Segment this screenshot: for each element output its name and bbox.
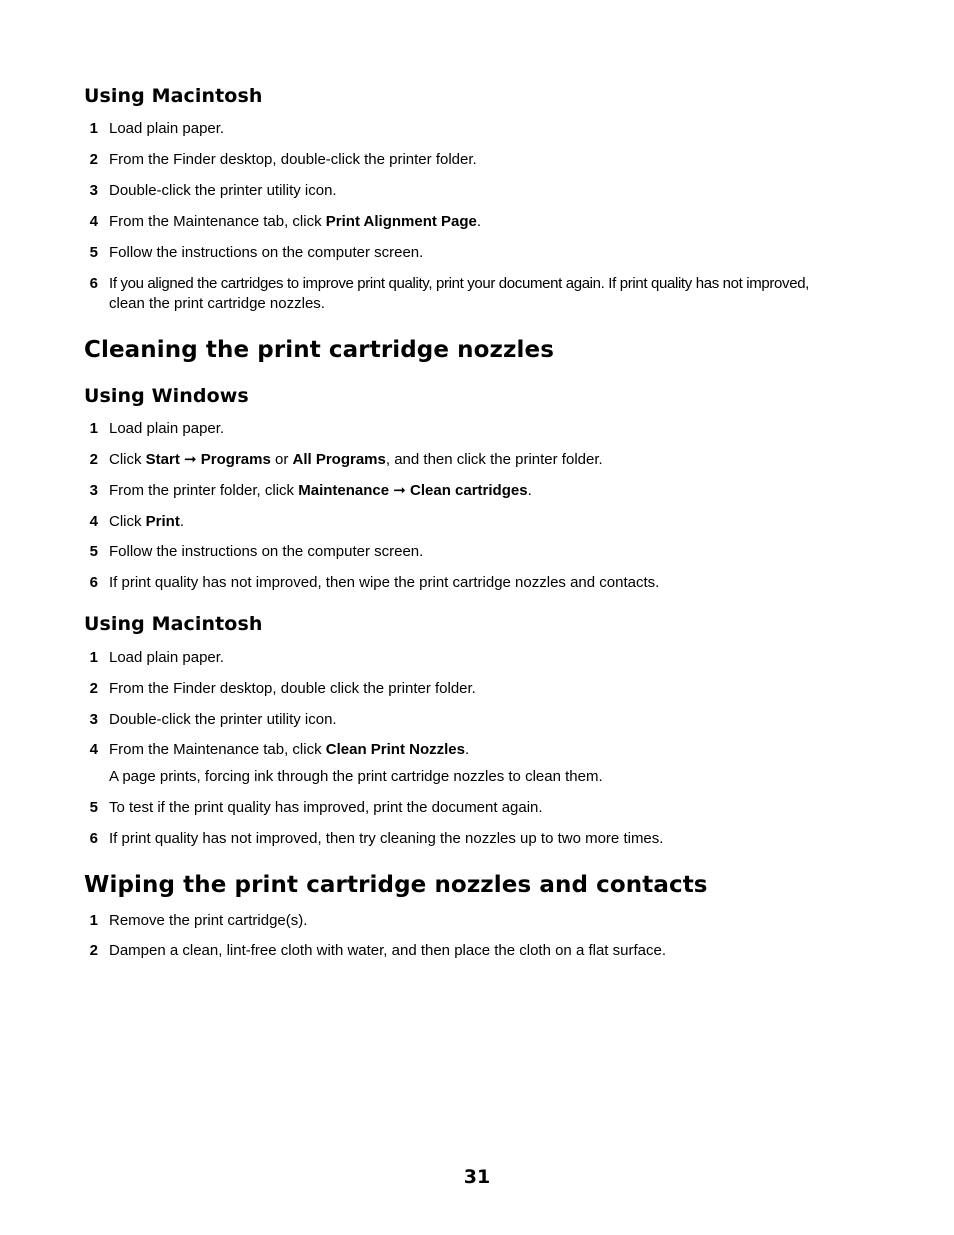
step-number: 4 xyxy=(89,741,98,758)
step-text: From the Finder desktop, double-click the printer folder. xyxy=(109,151,477,168)
step-text: Remove the print cartridge(s). xyxy=(109,912,308,929)
step-number: 2 xyxy=(89,451,98,468)
step-text-plain: . xyxy=(476,213,482,230)
ui-term: Programs xyxy=(200,451,271,468)
step-text xyxy=(109,512,879,532)
step-text-plain: Click xyxy=(109,513,146,530)
step-text-plain: . xyxy=(527,482,532,499)
step-number: 3 xyxy=(89,711,98,728)
step-number: 6 xyxy=(89,830,98,847)
ui-term: Maintenance xyxy=(298,482,390,499)
step-text xyxy=(109,274,879,314)
step-number: 1 xyxy=(89,420,98,437)
section-title-wiping-nozzles: Wiping the print cartridge nozzles and contacts xyxy=(84,872,708,898)
step-text: Follow the instructions on the computer screen. xyxy=(109,543,424,560)
step-number: 2 xyxy=(89,680,98,697)
ui-term: Print Alignment Page xyxy=(325,213,477,230)
ui-term: Clean cartridges xyxy=(410,482,528,499)
step-number: 5 xyxy=(89,799,98,816)
step-number: 4 xyxy=(89,213,98,230)
step-number: 1 xyxy=(89,649,98,666)
step-number: 2 xyxy=(89,942,98,959)
step-text-plain: . xyxy=(179,513,185,530)
step-text: If print quality has not improved, then wipe the print cartridge nozzles and contacts. xyxy=(109,574,660,591)
step-number: 3 xyxy=(89,182,98,199)
step-text-plain: From the printer folder, click xyxy=(109,482,299,499)
subheading-using-macintosh: Using Macintosh xyxy=(84,85,263,107)
step-text-line: If you aligned the cartridges to improve print quality, print your document again. If print quality has not improved, xyxy=(109,275,809,292)
step-text: Double-click the printer utility icon. xyxy=(109,711,337,728)
page-number: 31 xyxy=(463,1166,491,1188)
step-text: Dampen a clean, lint-free cloth with water, and then place the cloth on a flat surface. xyxy=(109,942,666,959)
step-number: 6 xyxy=(89,574,98,591)
ui-term: All Programs xyxy=(292,451,386,468)
step-number: 4 xyxy=(89,513,98,530)
ui-term: Print xyxy=(145,513,180,530)
step-text: Load plain paper. xyxy=(109,420,225,437)
step-text: Double-click the printer utility icon. xyxy=(109,182,337,199)
step-text-plain: or xyxy=(270,451,293,468)
subheading-using-windows: Using Windows xyxy=(84,385,249,407)
arrow-right-icon: ➞ xyxy=(184,451,197,468)
step-text: To test if the print quality has improved, print the document again. xyxy=(109,799,543,816)
step-number: 1 xyxy=(89,120,98,137)
step-number: 2 xyxy=(89,151,98,168)
step-number: 5 xyxy=(89,543,98,560)
step-text-plain: . xyxy=(464,741,470,758)
step-text: Follow the instructions on the computer screen. xyxy=(109,244,424,261)
step-text xyxy=(109,450,879,470)
step-text xyxy=(109,481,879,501)
step-text-plain: From the Maintenance tab, click xyxy=(109,213,326,230)
step-number: 1 xyxy=(89,912,98,929)
ui-term: Clean Print Nozzles xyxy=(325,741,465,758)
ui-term: Start xyxy=(145,451,180,468)
step-note: A page prints, forcing ink through the print cartridge nozzles to clean them. xyxy=(109,768,603,785)
step-text-plain: Click xyxy=(109,451,146,468)
subheading-using-macintosh: Using Macintosh xyxy=(84,613,263,635)
step-text: If print quality has not improved, then try cleaning the nozzles up to two more times. xyxy=(109,830,664,847)
step-number: 3 xyxy=(89,482,98,499)
step-text-plain: , and then click the printer folder. xyxy=(385,451,603,468)
step-text xyxy=(109,212,879,232)
step-number: 5 xyxy=(89,244,98,261)
step-text: Load plain paper. xyxy=(109,649,225,666)
step-text-line: clean the print cartridge nozzles. xyxy=(109,295,325,312)
arrow-right-icon: ➞ xyxy=(393,482,406,499)
step-text xyxy=(109,740,879,760)
step-number: 6 xyxy=(89,275,98,292)
step-text: Load plain paper. xyxy=(109,120,225,137)
step-text: From the Finder desktop, double click the printer folder. xyxy=(109,680,476,697)
section-title-cleaning-nozzles: Cleaning the print cartridge nozzles xyxy=(84,337,555,363)
step-text-plain: From the Maintenance tab, click xyxy=(109,741,326,758)
